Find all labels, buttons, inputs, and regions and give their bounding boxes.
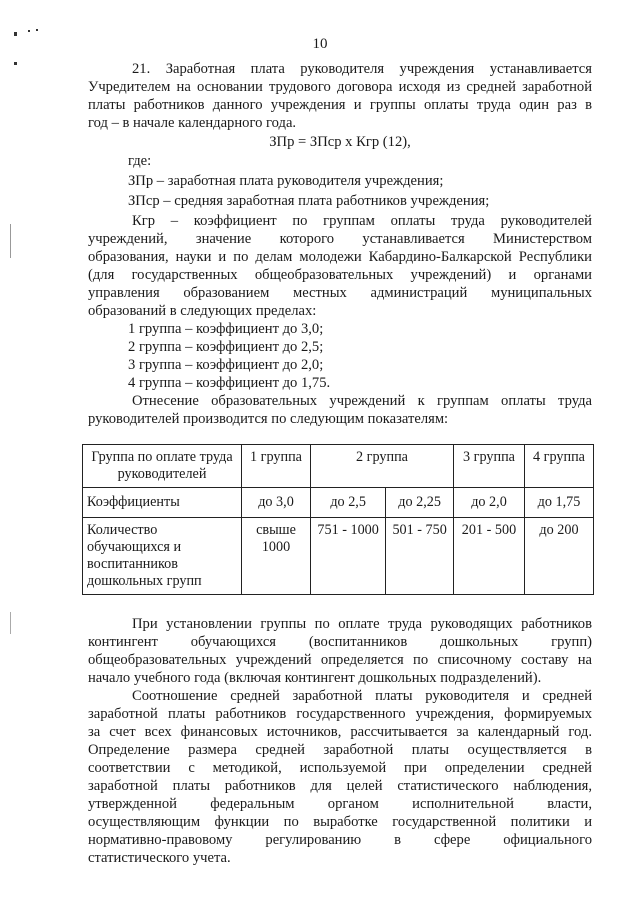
text-line: образования, науки и по делам молодежи Кабардино-Балкарской Республики — [88, 249, 592, 265]
text-line: Отнесение образовательных учреждений к группам оплаты труда — [132, 393, 592, 409]
text-line: нормативно-правовому регулированию в сфере официального — [88, 832, 592, 848]
table-cell: 751 - 1000 — [311, 518, 386, 595]
group-table — [82, 444, 594, 595]
text-line: образований в следующих пределах: — [88, 303, 317, 319]
text-line: (для государственных общеобразовательных учреждений) и органами — [88, 267, 592, 283]
table-header-cell: Группа по оплате труда руководителей — [83, 445, 242, 488]
table-cell: до 3,0 — [242, 488, 311, 518]
table-header-cell: 4 группа — [525, 445, 594, 488]
text-line: год – в начале календарного года. — [88, 115, 297, 131]
group-determination-paragraph — [88, 615, 592, 687]
scan-mark — [14, 62, 17, 65]
table-cell: до 2,0 — [454, 488, 525, 518]
text-line: контингент обучающихся (воспитанников дошкольных групп) — [88, 634, 592, 650]
text-line: руководителей производится по следующим показателям: — [88, 411, 449, 427]
table-row-label: Коэффициенты — [83, 488, 242, 518]
text-line: за счет всех финансовых источников, рассчитывается за календарный год. — [88, 724, 592, 740]
text-line: утвержденной федеральным органом исполнительной власти, — [88, 796, 592, 812]
text-line: платы работников данного учреждения и группы оплаты труда один раз в — [88, 97, 592, 113]
attribution-paragraph — [88, 392, 592, 428]
table-cell: до 1,75 — [525, 488, 594, 518]
group-item: 2 группа – коэффициент до 2,5; — [128, 339, 324, 355]
table-row-label: Количество обучающихся и воспитанников дошкольных групп — [83, 518, 242, 595]
table-row — [83, 488, 594, 518]
text-line: соответствии с методикой, используемой при определении средней — [88, 760, 592, 776]
table-row — [83, 518, 594, 595]
scan-mark — [10, 612, 11, 634]
table-header-cell: 3 группа — [454, 445, 525, 488]
table-cell: 201 - 500 — [454, 518, 525, 595]
where-label: где: — [128, 153, 152, 169]
text-line: управления образованием местных администраций муниципальных — [88, 285, 592, 301]
text-line: 21. Заработная плата руководителя учреждения устанавливается — [132, 61, 592, 77]
definition-zpr: ЗПр – заработная плата руководителя учреждения; — [128, 173, 444, 189]
text-line: Кгр – коэффициент по группам оплаты труда руководителей — [132, 213, 592, 229]
salary-ratio-paragraph — [88, 687, 592, 867]
formula: ЗПр = ЗПср х Кгр (12), — [269, 134, 411, 150]
group-item: 3 группа – коэффициент до 2,0; — [128, 357, 324, 373]
page-number: 10 — [312, 36, 328, 52]
table-cell: свыше 1000 — [242, 518, 311, 595]
text-line: При установлении группы по оплате труда руководящих работников — [132, 616, 592, 632]
text-line: учреждений, значение которого устанавливается Министерством — [88, 231, 592, 247]
text-line: Определение размера средней заработной платы осуществляется в — [88, 742, 592, 758]
text-line: осуществляющим функции по выработке государственной политики и — [88, 814, 592, 830]
text-line: Учредителем на основании трудового договора исходя из средней заработной — [88, 79, 592, 95]
group-item: 4 группа – коэффициент до 1,75. — [128, 375, 331, 391]
text-line: заработной платы работников государственного учреждения, формируемых — [88, 706, 592, 722]
table-header-cell: 2 группа — [311, 445, 454, 488]
table-header-row — [83, 445, 594, 488]
group-list — [88, 320, 592, 392]
text-line: Соотношение средней заработной платы руководителя и средней — [132, 688, 592, 704]
scan-mark — [28, 30, 30, 32]
group-item: 1 группа – коэффициент до 3,0; — [128, 321, 324, 337]
scan-mark — [36, 29, 38, 31]
definition-zpsr: ЗПср – средняя заработная плата работников учреждения; — [128, 193, 490, 209]
text-line: начало учебного года (включая контингент дошкольных подразделений). — [88, 670, 542, 686]
table-cell: до 200 — [525, 518, 594, 595]
table-cell: до 2,5 — [311, 488, 386, 518]
table-cell: до 2,25 — [386, 488, 454, 518]
text-line: общеобразовательных учреждений определяется по списочному составу на — [88, 652, 592, 668]
text-line: заработной платы работников для целей статистического наблюдения, — [88, 778, 592, 794]
definition-kgr — [88, 212, 592, 320]
text-line: статистического учета. — [88, 850, 231, 866]
table-header-cell: 1 группа — [242, 445, 311, 488]
document-body — [88, 60, 592, 867]
scan-mark — [10, 224, 11, 258]
paragraph-21 — [88, 60, 592, 132]
table-cell: 501 - 750 — [386, 518, 454, 595]
